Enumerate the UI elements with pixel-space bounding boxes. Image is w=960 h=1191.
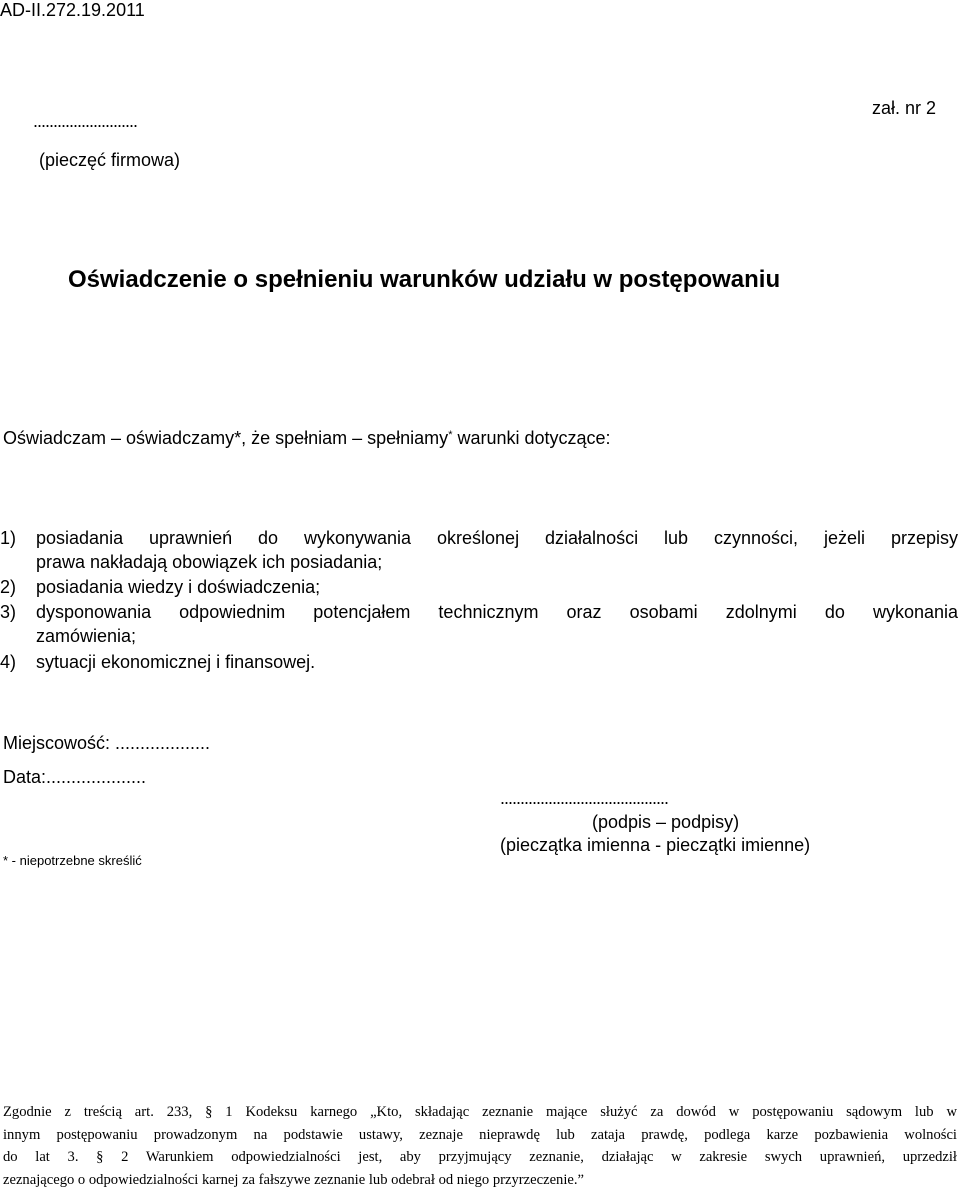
footnote-line: Zgodnie z treścią art. 233, § 1 Kodeksu karnego „Kto, składając zeznanie mające służyć za dowód w postępowaniu sądowym lub w xyxy=(3,1101,957,1124)
footnote-line: zeznającego o odpowiedzialności karnej za fałszywe zeznanie lub odebrał od niego przyrzeczenie.” xyxy=(3,1169,957,1191)
footnote-line: innym postępowaniu prowadzonym na podstawie ustawy, zeznaje nieprawdę lub zataja prawdę, podlega karze pozbawienia wolności xyxy=(3,1124,957,1147)
footnote-line: do lat 3. § 2 Warunkiem odpowiedzialności jest, aby przyjmujący zeznanie, działając w zakresie swych uprawnień, uprzedził xyxy=(3,1146,957,1169)
stamp-signature-label: (pieczątka imienna - pieczątki imienne) xyxy=(500,834,810,856)
list-item-text: posiadania wiedzy i doświadczenia; xyxy=(36,576,320,598)
list-item-text: sytuacji ekonomicznej i finansowej. xyxy=(36,651,315,673)
intro-asterisk: * xyxy=(448,429,452,441)
date-field: Data:.................... xyxy=(3,766,146,788)
footnote-marker-note: * - niepotrzebne skreślić xyxy=(3,853,142,869)
intro-text: Oświadczam – oświadczamy*, że spełniam – spełniamy xyxy=(3,428,448,448)
stamp-label: (pieczęć firmowa) xyxy=(39,149,180,171)
intro-statement xyxy=(3,427,611,449)
signature-label: (podpis – podpisy) xyxy=(592,811,739,833)
legal-footnote xyxy=(3,1101,957,1191)
list-item-number: 1) xyxy=(0,527,16,549)
page-title: Oświadczenie o spełnieniu warunków udziału w postępowaniu xyxy=(68,266,780,294)
signature-dots: .......................................... xyxy=(500,787,668,809)
list-item-text-cont: prawa nakładają obowiązek ich posiadania; xyxy=(36,551,382,573)
list-item-number: 2) xyxy=(0,576,16,598)
list-item-number: 3) xyxy=(0,601,16,623)
list-item-text-cont: zamówienia; xyxy=(36,625,136,647)
list-item-number: 4) xyxy=(0,651,16,673)
place-field: Miejscowość: ................... xyxy=(3,732,210,754)
attachment-number: zał. nr 2 xyxy=(872,97,936,119)
stamp-dots: .......................... xyxy=(33,110,137,132)
list-item-text: dysponowania odpowiednim potencjałem technicznym oraz osobami zdolnymi do wykonania xyxy=(36,601,958,623)
intro-rest: warunki dotyczące: xyxy=(452,428,610,448)
list-item-text: posiadania uprawnień do wykonywania określonej działalności lub czynności, jeżeli przepisy xyxy=(36,527,958,549)
document-reference: AD-II.272.19.2011 xyxy=(0,0,145,21)
